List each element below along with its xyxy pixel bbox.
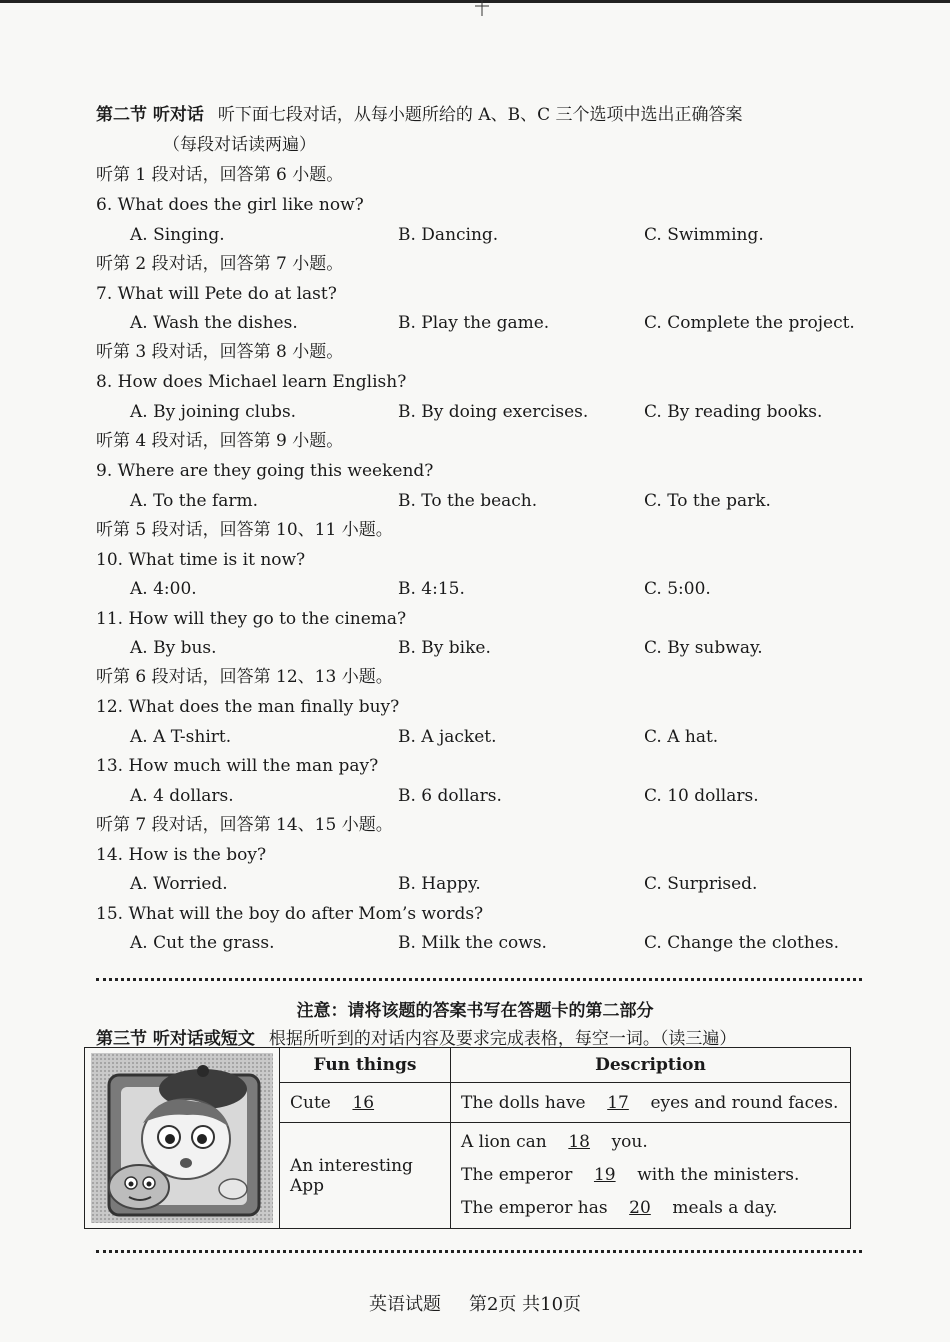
option-c[interactable]: C. To the park. xyxy=(644,491,771,511)
fun-things-table xyxy=(84,1047,851,1229)
option-c[interactable]: C. By subway. xyxy=(644,638,763,658)
dialogue-intro: 听第 2 段对话，回答第 7 小题。 xyxy=(96,254,344,274)
question: 15. What will the boy do after Mom’s words? xyxy=(96,904,484,924)
answer-blank-20[interactable]: 20 xyxy=(629,1198,651,1218)
section3-heading: 第三节 听对话或短文 根据所听到的对话内容及要求完成表格，每空一词。（读三遍） xyxy=(96,1029,737,1049)
section2-heading: 第二节 听对话 听下面七段对话，从每小题所给的 A、B、C 三个选项中选出正确答案 xyxy=(96,105,743,125)
question: 8. How does Michael learn English? xyxy=(96,372,407,392)
description-text: The emperor has xyxy=(461,1198,608,1218)
option-a[interactable]: A. Wash the dishes. xyxy=(130,313,298,333)
section2-instruction-cont: （每段对话读两遍） xyxy=(163,135,316,155)
option-b[interactable]: B. By bike. xyxy=(398,638,491,658)
option-c[interactable]: C. Change the clothes. xyxy=(644,933,840,953)
option-c[interactable]: C. A hat. xyxy=(644,727,719,747)
question: 13. How much will the man pay? xyxy=(96,756,379,776)
option-c[interactable]: C. 5:00. xyxy=(644,579,711,599)
option-b[interactable]: B. Dancing. xyxy=(398,225,499,245)
option-b[interactable]: B. Happy. xyxy=(398,874,481,894)
dialogue-intro: 听第 1 段对话，回答第 6 小题。 xyxy=(96,165,344,185)
option-b[interactable]: B. 6 dollars. xyxy=(398,786,502,806)
question: 11. How will they go to the cinema? xyxy=(96,609,407,629)
dotted-divider xyxy=(96,978,862,981)
option-c[interactable]: C. Complete the project. xyxy=(644,313,855,333)
option-a[interactable]: A. To the farm. xyxy=(130,491,259,511)
illustration-cell xyxy=(85,1048,280,1229)
option-b[interactable]: B. A jacket. xyxy=(398,727,497,747)
footer-page-number: 第2页 共10页 xyxy=(468,1294,582,1315)
question: 9. Where are they going this weekend? xyxy=(96,461,434,481)
option-b[interactable]: B. Play the game. xyxy=(398,313,550,333)
dialogue-intro: 听第 7 段对话，回答第 14、15 小题。 xyxy=(96,815,393,835)
option-a[interactable]: A. Worried. xyxy=(130,874,228,894)
dialogue-intro: 听第 6 段对话，回答第 12、13 小题。 xyxy=(96,667,393,687)
answer-sheet-notice: 注意：请将该题的答案书写在答题卡的第二部分 xyxy=(296,1001,654,1021)
answer-blank-17[interactable]: 17 xyxy=(607,1092,629,1113)
option-a[interactable]: A. 4:00. xyxy=(130,579,197,599)
dotted-divider xyxy=(96,1250,862,1253)
dialogue-intro: 听第 5 段对话，回答第 10、11 小题。 xyxy=(96,520,393,540)
description-cell xyxy=(451,1123,851,1229)
description-text: eyes and round faces. xyxy=(650,1092,839,1113)
option-b[interactable]: B. By doing exercises. xyxy=(398,402,589,422)
question: 14. How is the boy? xyxy=(96,845,267,865)
description-text: A lion can xyxy=(461,1132,547,1152)
option-a[interactable]: A. By joining clubs. xyxy=(130,402,297,422)
option-a[interactable]: A. 4 dollars. xyxy=(130,786,234,806)
question: 6. What does the girl like now? xyxy=(96,195,364,215)
fun-thing-cell xyxy=(280,1083,451,1123)
description-text: The dolls have xyxy=(461,1092,586,1113)
page-footer xyxy=(0,1290,950,1316)
description-text: meals a day. xyxy=(672,1198,778,1218)
option-c[interactable]: C. Swimming. xyxy=(644,225,764,245)
crosshair-icon xyxy=(473,0,491,16)
option-a[interactable]: A. Singing. xyxy=(130,225,225,245)
answer-blank-18[interactable]: 18 xyxy=(568,1132,590,1152)
fun-thing-label: An interesting App xyxy=(290,1155,413,1196)
fun-thing-label: Cute xyxy=(290,1092,331,1113)
dialogue-intro: 听第 3 段对话，回答第 8 小题。 xyxy=(96,342,344,362)
option-c[interactable]: C. Surprised. xyxy=(644,874,758,894)
answer-blank-16[interactable]: 16 xyxy=(352,1092,375,1113)
question: 12. What does the man finally buy? xyxy=(96,697,400,717)
cartoon-child-illustration xyxy=(91,1053,273,1223)
description-text: with the ministers. xyxy=(637,1165,800,1185)
answer-blank-19[interactable]: 19 xyxy=(593,1165,616,1185)
col-header-description: Description xyxy=(451,1048,851,1083)
option-b[interactable]: B. 4:15. xyxy=(398,579,465,599)
option-c[interactable]: C. By reading books. xyxy=(644,402,823,422)
question: 7. What will Pete do at last? xyxy=(96,284,337,304)
question: 10. What time is it now? xyxy=(96,550,306,570)
option-a[interactable]: A. Cut the grass. xyxy=(130,933,275,953)
description-cell xyxy=(451,1083,851,1123)
option-b[interactable]: B. Milk the cows. xyxy=(398,933,547,953)
description-text: The emperor xyxy=(461,1165,573,1185)
description-text: you. xyxy=(611,1132,648,1152)
option-a[interactable]: A. A T-shirt. xyxy=(130,727,232,747)
option-b[interactable]: B. To the beach. xyxy=(398,491,538,511)
footer-subject: 英语试题 xyxy=(368,1294,441,1315)
col-header-fun-things: Fun things xyxy=(280,1048,451,1083)
dialogue-intro: 听第 4 段对话，回答第 9 小题。 xyxy=(96,431,344,451)
fun-thing-cell xyxy=(280,1123,451,1229)
option-c[interactable]: C. 10 dollars. xyxy=(644,786,759,806)
option-a[interactable]: A. By bus. xyxy=(130,638,217,658)
